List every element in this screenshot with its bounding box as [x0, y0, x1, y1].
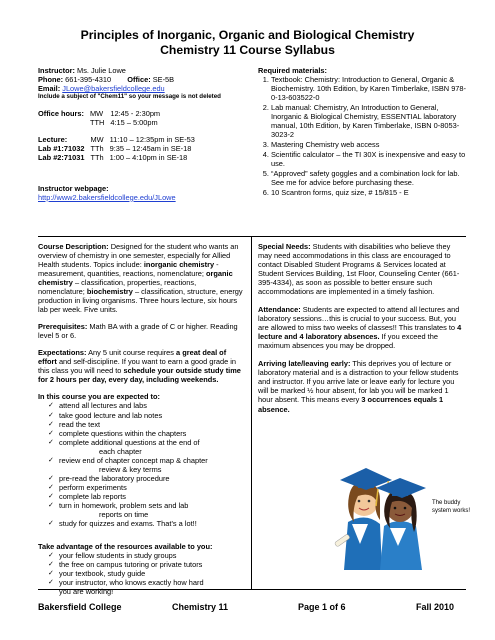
list-item: ✓ study for quizzes and exams. That’s a lot!! — [48, 519, 244, 528]
expectations — [38, 348, 244, 384]
list-item: ✓ take good lecture and lab notes — [48, 411, 244, 420]
phone-label: Phone: — [38, 75, 64, 85]
horizontal-divider — [38, 236, 466, 237]
instructor-label: Instructor: — [38, 66, 75, 75]
expected-list — [38, 401, 244, 527]
lecture-day: MW — [90, 134, 104, 144]
topic-organic: organic chemistry — [38, 269, 233, 288]
office-label: Office: — [127, 75, 151, 85]
prerequisites-text: Math BA with a grade of C or higher. Reading level 5 or 6. — [38, 322, 238, 341]
list-item-continuation: you are working! — [59, 587, 114, 597]
list-item-text: your instructor, who knows exactly how hard — [59, 578, 204, 588]
email-label: Email: — [38, 84, 61, 94]
description-text: Designed for the student who wants an overview of chemistry in one semester, especially for Allied Health students. Topics include: — [38, 242, 239, 270]
footer-course: Chemistry 11 — [172, 602, 229, 612]
list-item-text: turn in homework, problem sets and lab — [59, 500, 189, 510]
graduates-illustration — [330, 452, 435, 570]
graduate-right-icon — [376, 478, 426, 570]
list-item — [48, 438, 244, 456]
expectations-label: Expectations: — [38, 348, 87, 358]
schedule-table — [38, 135, 201, 162]
hours-time-1: 12:45 - 2:30pm — [110, 108, 161, 118]
footer-college: Bakersfield College — [38, 602, 122, 612]
contact-block — [38, 66, 248, 202]
list-item: 5. “Approved” safety goggles and a combination lock for lab. See me for advice before purchasing these. — [271, 169, 468, 187]
arriving-late-label: Arriving late/leaving early: — [258, 359, 351, 369]
arriving-late-text-b: 3 occurrences equals 1 absence. — [258, 395, 444, 414]
expectations-text-b: a great deal of effort — [38, 348, 227, 367]
webpage-link[interactable]: http://www2.bakersfieldcollege.edu/JLowe — [38, 192, 176, 202]
topic-biochemistry: biochemistry — [86, 287, 133, 297]
vertical-divider — [251, 237, 252, 589]
office-value: SE-5B — [152, 75, 175, 85]
topic-organic-text: – classification, properties, reactions, nomenclature; — [38, 278, 197, 297]
attendance — [258, 305, 464, 350]
page-title — [0, 28, 495, 59]
office-hours-label: Office hours: — [38, 108, 84, 118]
lecture-label: Lecture: — [38, 134, 68, 144]
prerequisites — [38, 322, 244, 340]
resources-list — [38, 551, 244, 596]
list-item: ✓ perform experiments — [48, 483, 244, 492]
description-label: Course Description: — [38, 242, 109, 251]
list-item-continuation: review & key terms — [99, 464, 162, 474]
lab1-day: TTh — [90, 143, 104, 153]
list-item: ✓ your textbook, study guide — [48, 569, 244, 578]
expectations-text-a: Any 5 unit course requires — [88, 348, 177, 358]
resources-heading: Take advantage of the resources available to you: — [38, 541, 213, 551]
list-item: 2. Lab manual: Chemistry, An Introduction to General, Inorganic & Biological Chemistry, ESSENTIAL laboratory manual, 10th Edition, by Karen Timberlake, ISBN 0-8053-3023-2 — [271, 103, 468, 139]
webpage-label: Instructor webpage: — [38, 183, 109, 193]
email-note: Include a subject of "Chem11" so your message is not deleted — [38, 93, 221, 101]
hours-time-2: 4:15 – 5:00pm — [110, 117, 158, 127]
lab2-label: Lab #2:71031 — [38, 152, 85, 162]
footer-term: Fall 2010 — [416, 602, 455, 612]
special-needs-text: Students with disabilities who believe they may need accommodations in this class are encouraged to contact Disabled Student Programs & Services located at Student Services Building, 1st Floor, Counseling Center (661-395-4334), as soon as possible to better ensure such accommodations are implemented in a timely fashion. — [258, 242, 460, 297]
lab1-label: Lab #1:71032 — [38, 143, 85, 153]
attendance-text-c: If you exceed the maximum absences you may be dropped. — [258, 332, 438, 351]
list-item-text: complete additional questions at the end of — [59, 437, 200, 447]
list-item: ✓ your fellow students in study groups — [48, 551, 244, 560]
lecture-time: 11:10 – 12:35pm in SE-53 — [109, 134, 195, 144]
materials-block — [258, 66, 468, 198]
list-item: 3. Mastering Chemistry web access — [271, 140, 468, 149]
list-item-continuation: each chapter — [99, 446, 142, 456]
topic-inorganic: inorganic chemistry — [143, 260, 215, 270]
list-item: ✓ read the text — [48, 420, 244, 429]
list-item: 4. Scientific calculator – the TI 30X is inexpensive and easy to use. — [271, 150, 468, 168]
left-column — [38, 242, 244, 596]
materials-list — [258, 75, 468, 197]
list-item: ✓ pre-read the laboratory procedure — [48, 474, 244, 483]
email-link[interactable]: JLowe@bakersfieldcollege.edu — [62, 84, 165, 94]
list-item: ✓ the free on campus tutoring or private tutors — [48, 560, 244, 569]
course-description — [38, 242, 244, 314]
list-item — [48, 501, 244, 519]
special-needs — [258, 242, 464, 296]
list-item — [48, 578, 244, 596]
right-column — [258, 242, 464, 414]
list-item: 1. Textbook: Chemistry: Introduction to General, Organic & Biochemistry. 10th Edition, by Karen Timberlake, ISBN 978-0-13-603522-0 — [271, 75, 468, 102]
title-line-1: Principles of Inorganic, Organic and Biological Chemistry — [80, 28, 415, 42]
hours-day-1: MW — [90, 108, 104, 118]
title-line-2: Chemistry 11 Course Syllabus — [160, 43, 335, 58]
list-item: ✓ attend all lectures and labs — [48, 401, 244, 410]
footer-page: Page 1 of 6 — [298, 602, 346, 612]
prerequisites-label: Prerequisites: — [38, 322, 88, 332]
lab2-time: 1:00 – 4:10pm in SE-18 — [109, 152, 188, 162]
list-item: ✓ complete questions within the chapters — [48, 429, 244, 438]
list-item: ✓ complete lab reports — [48, 492, 244, 501]
arriving-late — [258, 359, 464, 413]
topic-inorganic-text: - measurement, quantities, reactions, nomenclature; — [38, 260, 219, 279]
instructor-name: Ms. Julie Lowe — [77, 66, 126, 75]
topic-biochemistry-text: – classification, structure, energy production in living organisms. Three hours lecture, six hours lab per week. Five units. — [38, 287, 243, 315]
list-item-continuation: reports on time — [99, 509, 149, 519]
phone-value: 661-395-4310 — [65, 75, 112, 85]
attendance-text-b: 4 lecture and 4 laboratory absences. — [258, 323, 462, 342]
illustration-caption: The buddy system works! — [432, 500, 471, 514]
expectations-text-c: and self-discipline. If you want to earn a good grade in this class you will need to — [38, 357, 237, 376]
list-item — [48, 456, 244, 474]
list-item: 6. 10 Scantron forms, quiz size, # 15/815 - E — [271, 188, 468, 197]
materials-heading: Required materials: — [258, 66, 328, 75]
arriving-late-text-a: This deprives you of lecture or laboratory material and is a distraction to your fellow students and instructor. If you arrive late or leave early for lecture you will be marked ½ hour absent, for lab you will be marked 1 hour absent. This means every — [258, 359, 459, 405]
expected-heading: In this course you are expected to: — [38, 392, 160, 402]
lab1-time: 9:35 – 12:45am in SE-18 — [109, 143, 192, 153]
hours-day-2: TTH — [90, 117, 105, 127]
attendance-text-a: Students are expected to attend all lectures and laboratory sessions…this is crucial to your success. But, you are allowed to miss two weeks of classes!! This translates to — [258, 305, 460, 333]
expectations-text-d: schedule your outside study time for 2 hours per day, every day, including weekends. — [38, 366, 241, 385]
office-hours-table — [38, 109, 166, 127]
lab2-day: TTh — [90, 152, 104, 162]
special-needs-label: Special Needs: — [258, 242, 311, 251]
attendance-label: Attendance: — [258, 305, 301, 315]
list-item-text: review end of chapter concept map & chapter — [59, 455, 208, 465]
